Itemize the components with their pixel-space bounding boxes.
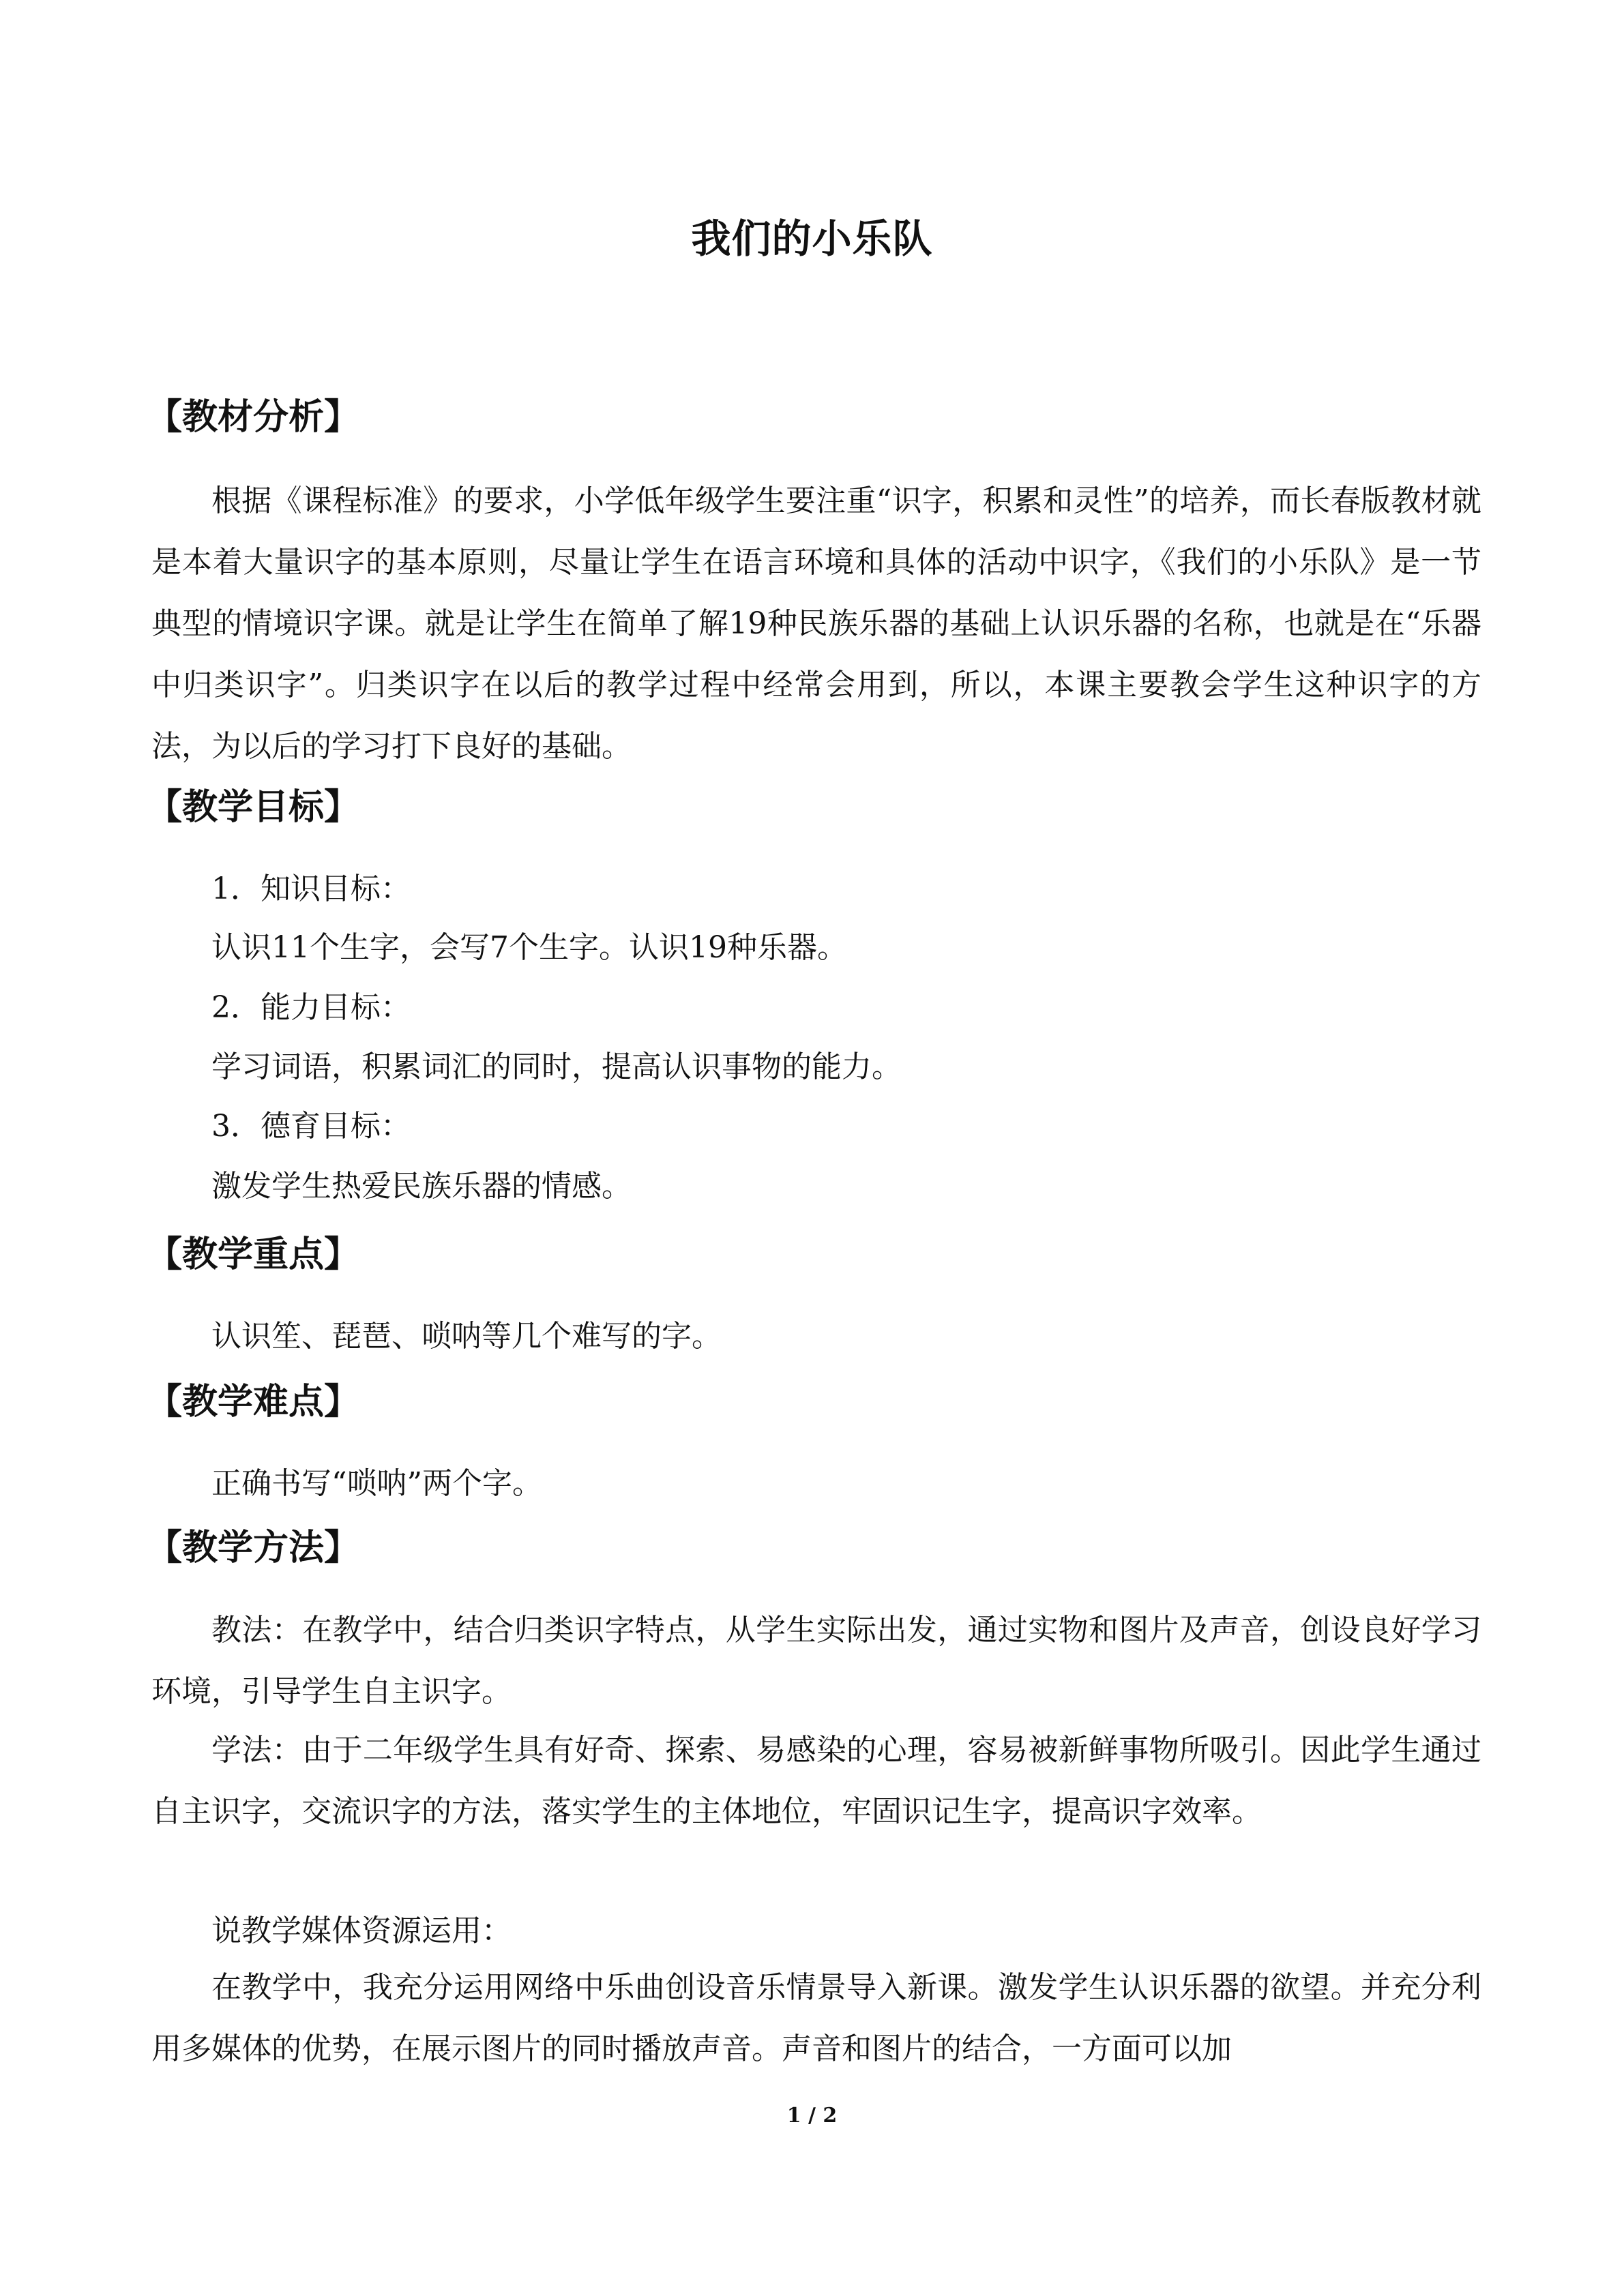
goal-moral-text: 激发学生热爱民族乐器的情感。 (211, 1169, 632, 1204)
goal-ability-text: 学习词语，积累词汇的同时，提高认识事物的能力。 (211, 1049, 902, 1084)
heading-methods: 【教学方法】 (147, 1527, 360, 1568)
heading-key-points: 【教学重点】 (147, 1234, 360, 1275)
methods-learning: 学法：由于二年级学生具有好奇、探索、易感染的心理，容易被新鲜事物所吸引。因此学生通过自主识字，交流识字的方法，落实学生的主体地位，牢固识记生字，提高识字效率。 (151, 1733, 1481, 1829)
goal-ability-label: 2．能力目标： (211, 990, 411, 1025)
heading-analysis: 【教材分析】 (147, 396, 360, 438)
page-title: 我们的小乐队 (691, 215, 933, 262)
goal-knowledge-text: 认识11个生字，会写7个生字。认识19种乐器。 (211, 930, 847, 965)
methods-teaching: 教法：在教学中，结合归类识字特点，从学生实际出发，通过实物和图片及声音，创设良好学习环境，引导学生自主识字。 (151, 1613, 1481, 1709)
page-number: 1 / 2 (786, 2104, 838, 2128)
key-points-text: 认识笙、琵琶、唢呐等几个难写的字。 (211, 1319, 722, 1354)
methods-media-intro: 说教学媒体资源运用： (211, 1913, 512, 1948)
methods-media-text: 在教学中，我充分运用网络中乐曲创设音乐情景导入新课。激发学生认识乐器的欲望。并充分利用多媒体的优势，在展示图片的同时播放声音。声音和图片的结合，一方面可以加 (151, 1970, 1481, 2066)
goal-knowledge-label: 1．知识目标： (211, 871, 411, 906)
analysis-paragraph: 根据《课程标准》的要求，小学低年级学生要注重“识字，积累和灵性”的培养，而长春版教材就是本着大量识字的基本原则，尽量让学生在语言环境和具体的活动中识字，《我们的小乐队》是一节典型的情境识字课。就是让学生在简单了解19种民族乐器的基础上认识乐器的名称，也就是在“乐器中归类识字”。归类识字在以后的教学过程中经常会用到，所以，本课主要教会学生这种识字的方法，为以后的学习打下良好的基础。 (151, 483, 1481, 764)
heading-difficulties: 【教学难点】 (147, 1381, 360, 1422)
goal-moral-label: 3．德育目标： (211, 1109, 411, 1144)
heading-goals: 【教学目标】 (147, 786, 360, 828)
difficulties-text: 正确书写“唢呐”两个字。 (211, 1466, 542, 1501)
